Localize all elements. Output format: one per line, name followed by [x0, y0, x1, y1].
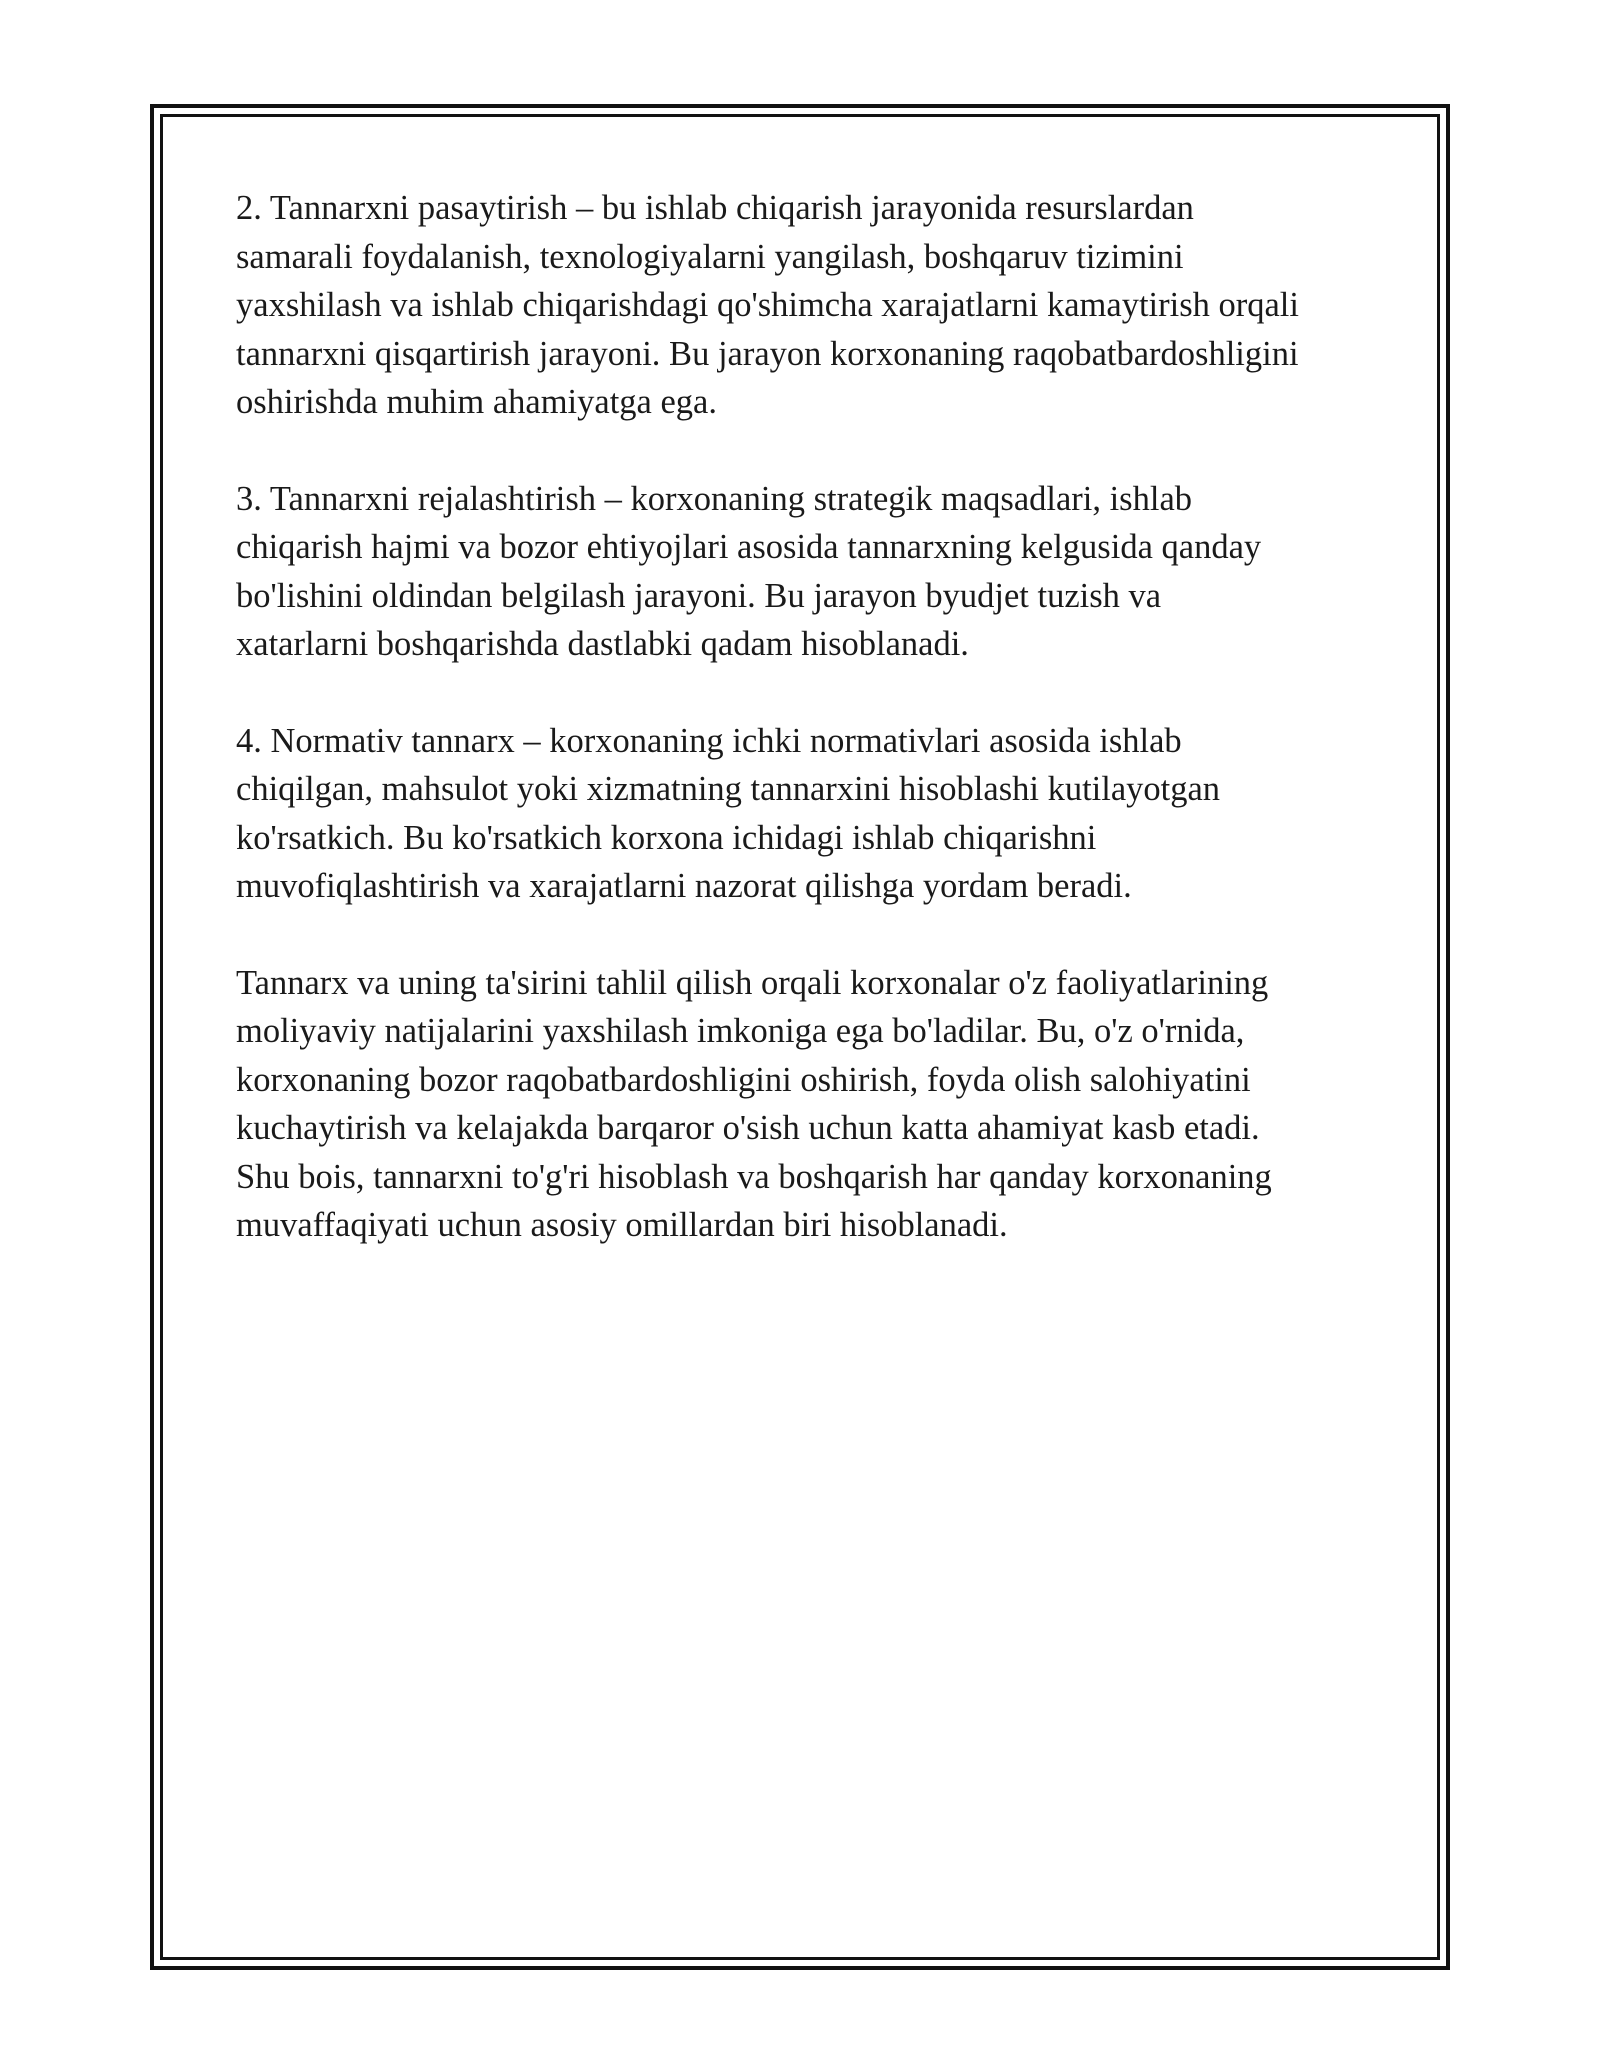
paragraph-conclusion: Tannarx va uning ta'sirini tahlil qilish orqali korxonalar o'z faoliyatlarining moliyaviy natijalarini yaxshilash imkoniga ega bo'ladilar. Bu, o'z o'rnida, korxonaning bozor raqobatbardoshligini oshirish, foyda olish salohiyatini kuchaytirish va kelajakda barqaror o'sish uchun katta ahamiyat kasb etadi. Shu bois, tannarxni to'g'ri hisoblash va boshqarish har qanday korxonaning muvaffaqiyati uchun asosiy omillardan biri hisoblanadi. — [236, 963, 1272, 1244]
paragraph-tannarx-pasaytirish: 2. Tannarxni pasaytirish – bu ishlab chiqarish jarayonida resurslardan samarali foydalanish, texnologiyalarni yangilash, boshqaruv tizimini yaxshilash va ishlab chiqarishdagi qo'shimcha xarajatlarni kamaytirish orqali tannarxni qisqartirish jarayoni. Bu jarayon korxonaning raqobatbardoshligini oshirishda muhim ahamiyatga ega. — [236, 189, 1299, 421]
paragraph-tannarx-rejalashtirish: 3. Tannarxni rejalashtirish – korxonaning strategik maqsadlari, ishlab chiqarish hajmi va bozor ehtiyojlari asosida tannarxning kelgusida qanday bo'lishini oldindan belgilash jarayoni. Bu jarayon byudjet tuzish va xatarlarni boshqarishda dastlabki qadam hisoblanadi. — [236, 479, 1262, 663]
paragraph-normativ-tannarx: 4. Normativ tannarx – korxonaning ichki normativlari asosida ishlab chiqilgan, mahsulot yoki xizmatning tannarxini hisoblashi kutilayotgan ko'rsatkich. Bu ko'rsatkich korxona ichidagi ishlab chiqarishni muvofiqlashtirish va xarajatlarni nazorat qilishga yordam beradi. — [236, 721, 1221, 905]
document-body — [236, 184, 1386, 1298]
